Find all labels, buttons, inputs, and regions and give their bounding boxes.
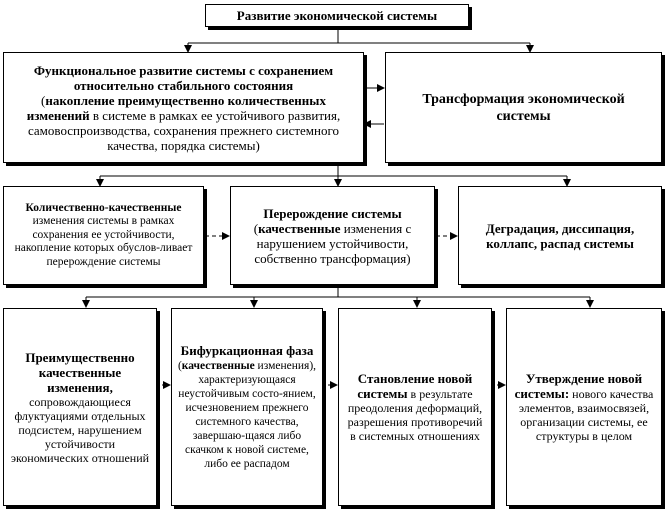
degradation-text: Деградация, диссипация, коллапс, распад системы [485, 220, 635, 251]
bifurcation-phase-box [171, 308, 323, 506]
qualitative-changes-title: Преимущественно качественные изменения, [25, 349, 135, 395]
new-system-formation-text [344, 371, 486, 443]
quant-qual-changes-text [8, 202, 199, 270]
new-system-formation-desc: в результате преодоления деформаций, разрешения противоречий в системных отношениях [347, 387, 483, 443]
bifurcation-phase-text [176, 343, 318, 471]
functional-open-paren: ( [41, 92, 46, 108]
new-system-establishment-box [506, 308, 662, 506]
new-system-formation-box [338, 308, 492, 506]
bifurcation-phase-title: Бифуркационная фаза [180, 343, 314, 358]
qualitative-changes-text [8, 350, 152, 465]
rebirth-box [230, 186, 435, 285]
functional-development-desc: в системе в рамках ее устойчивого развития, самовоспроизводства, сохранения прежнего системного качества, порядка системы) [27, 107, 341, 153]
rebirth-open-paren: ( [253, 220, 259, 236]
qualitative-changes-box [3, 308, 157, 506]
bifurcation-phase-desc: изменения), характеризующаяся неустойчивым состо-янием, исчезновением прежнего системного качества, завершаю-щаяся либо скачком к новой системе, либо ее распадом [178, 360, 317, 470]
degradation-box [458, 186, 662, 285]
new-system-formation-title: Становление новой системы [357, 371, 473, 401]
quant-qual-changes-box [3, 186, 204, 285]
functional-development-text [10, 63, 357, 153]
transformation-box [385, 52, 662, 163]
title-text: Развитие экономической системы [236, 8, 438, 23]
bifurcation-emphasis: качественные [181, 360, 255, 372]
qualitative-changes-desc: сопровождающиеся флуктуациями отдельных подсистем, нарушением устойчивости экономических отношений [10, 394, 150, 465]
quant-qual-changes-desc: изменения системы в рамках сохранения ее устойчивости, накопление которых обуслов-ливает перерождение системы [14, 215, 193, 268]
new-system-establishment-text [512, 371, 656, 443]
quant-qual-changes-title: Количественно-качественные [25, 201, 182, 214]
functional-development-title: Функциональное развитие системы с сохранением относительно стабильного состояния [33, 62, 334, 93]
rebirth-title: Перерождение системы [263, 205, 402, 221]
functional-development-emphasis: накопление преимущественно количественных изменений [26, 92, 326, 123]
new-system-establishment-title: Утверждение новой системы: [514, 371, 643, 401]
rebirth-emphasis: качественные [258, 220, 341, 236]
title-box [205, 4, 469, 27]
functional-development-box [3, 52, 364, 163]
rebirth-text [236, 206, 429, 266]
new-system-establishment-desc: нового качества элементов, взаимосвязей, организации системы, ее структуры в целом [518, 387, 654, 443]
rebirth-desc: изменения с нарушением устойчивости, собственно трансформация) [254, 220, 412, 266]
transformation-text: Трансформация экономической системы [422, 91, 625, 124]
bifurcation-open-paren: ( [177, 360, 182, 372]
